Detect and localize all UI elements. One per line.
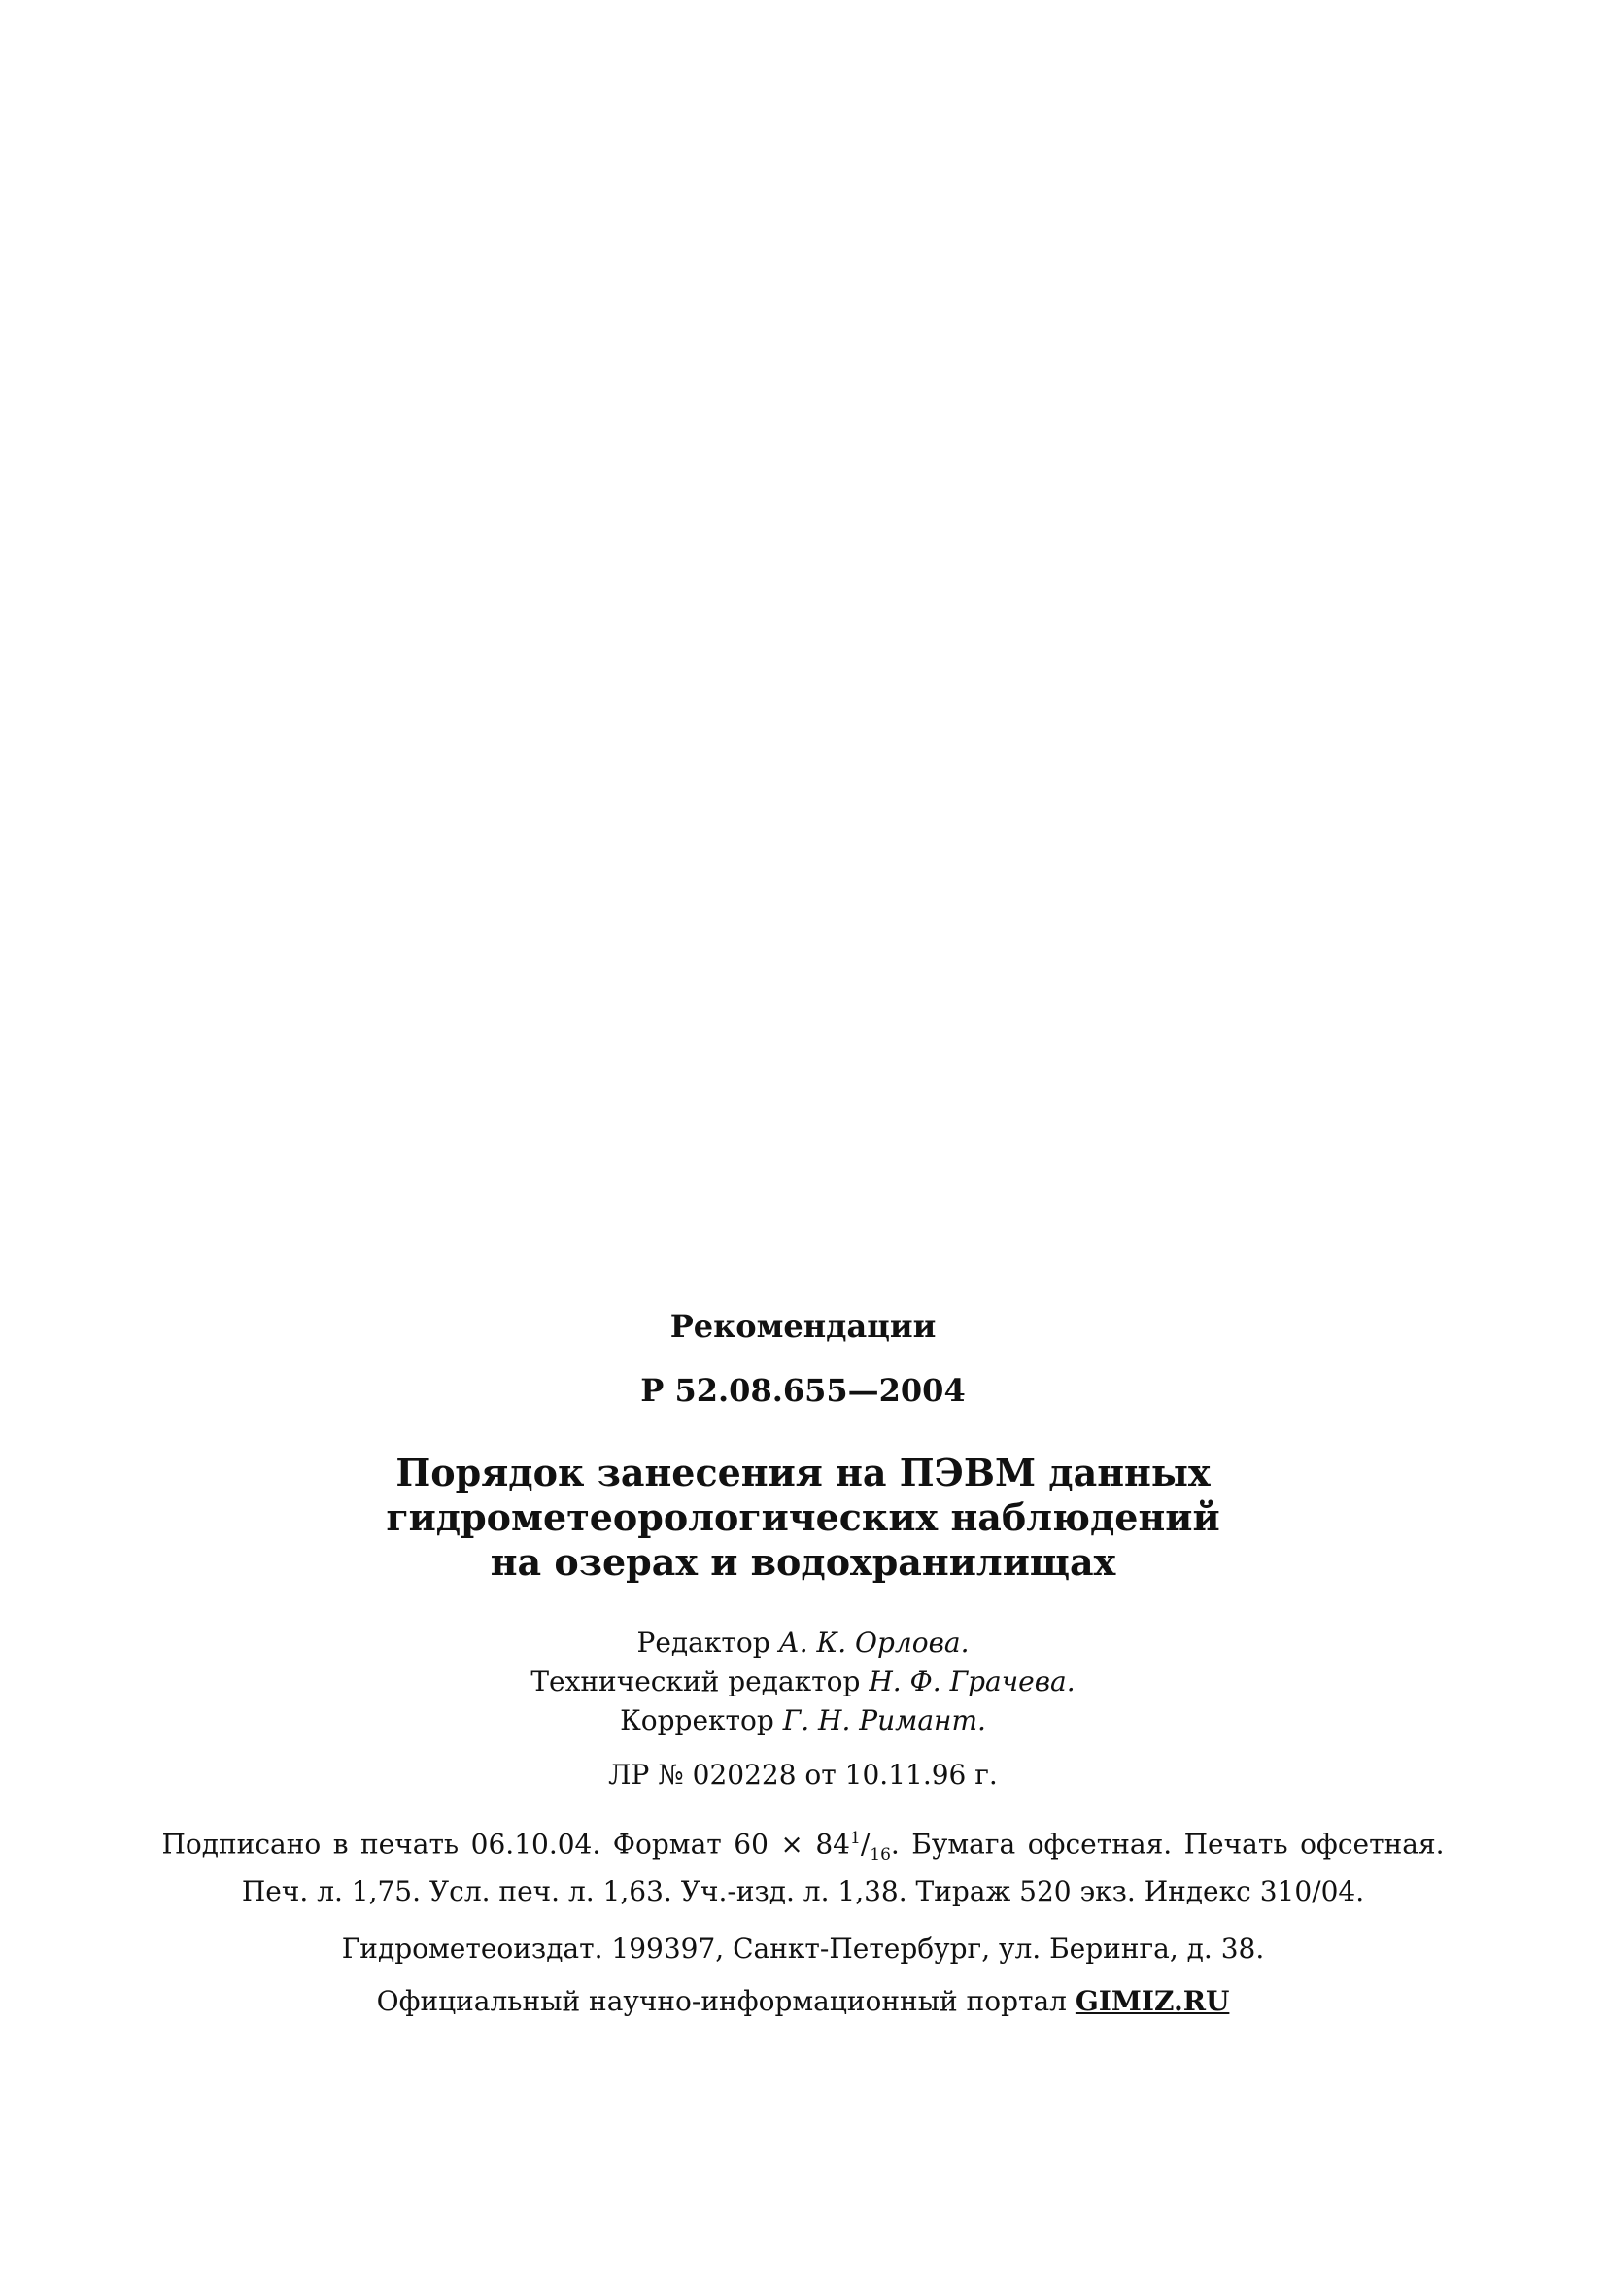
title-line: на озерах и водохранилищах	[490, 1540, 1116, 1584]
staff-editor	[0, 1624, 1606, 1662]
print-info-part: Подписано в печать 06.10.04. Формат 60 × 84	[161, 1828, 850, 1861]
staff-proofreader	[0, 1701, 1606, 1740]
staff-role: Технический редактор	[530, 1665, 861, 1697]
portal-line	[0, 1982, 1606, 2021]
format-superscript: 1	[850, 1829, 861, 1848]
format-subscript: 16	[870, 1844, 891, 1865]
title-line: Порядок занесения на ПЭВМ данных	[395, 1451, 1211, 1494]
staff-name: А. К. Орлова.	[778, 1627, 970, 1659]
licence-number: ЛР № 020228 от 10.11.96 г.	[608, 1759, 998, 1791]
print-info: Подписано в печать 06.10.04. Формат $60 \times 84^1/_{16}$. Бумага офсетная. Печать офсетная. Печ. л. 1,75. Усл. печ. л. 1,63. Уч.-изд. л. 1,38. Тираж 520 экз. Индекс 310/04.	[161, 1828, 1445, 1907]
print-info-part: . Бумага офсетная. Печать офсетная. Печ. л. 1,75. Усл. печ. л. 1,63. Уч.-изд. л. 1,38. Тираж 520 экз. Индекс 310/04.	[241, 1828, 1445, 1907]
portal-link[interactable]: GIMIZ.RU	[1075, 1984, 1230, 2017]
title-line: гидрометеорологических наблюдений	[386, 1495, 1220, 1539]
document-title	[366, 1451, 1241, 1585]
publisher-address: Гидрометеоиздат. 199397, Санкт-Петербург, ул. Беринга, д. 38.	[341, 1932, 1265, 1965]
staff-role: Редактор	[636, 1627, 770, 1659]
staff-technical-editor	[0, 1662, 1606, 1701]
colophon	[0, 1307, 1606, 2021]
staff-name: Н. Ф. Грачева.	[869, 1665, 1076, 1697]
document-type-heading: Рекомендации	[669, 1308, 937, 1345]
portal-text: Официальный научно-информационный портал	[376, 1984, 1067, 2017]
document-code: Р 52.08.655—2004	[640, 1372, 966, 1409]
staff-credits	[0, 1624, 1606, 1740]
staff-name: Г. Н. Римант.	[782, 1704, 986, 1736]
staff-role: Корректор	[620, 1704, 774, 1736]
